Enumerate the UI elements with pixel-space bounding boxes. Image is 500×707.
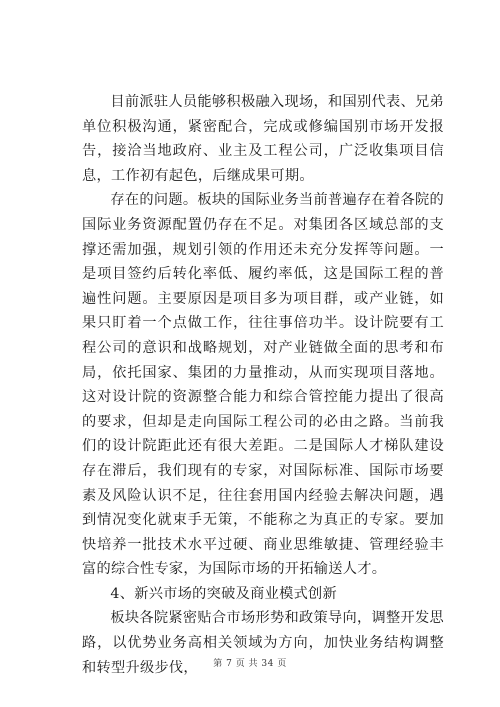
page-number-label: 第 7 页 共 34 页 [213, 659, 287, 669]
paragraph-existing-problems: 存在的问题。板块的国际业务当前普遍存在着各院的国际业务资源配置仍存在不足。对集团各区域总部的支撑还需加强，规划引领的作用还未充分发挥等问题。一是项目签约后转化率低、履约率低，这是国际工程的普遍性问题。主要原因是项目多为项目群，或产业链，如果只盯着一个点做工作，往往事倍功半。设计院要有工程公司的意识和战略规划，对产业链做全面的思考和布局，依托国家、集团的力量推动，从而实现项目落地。这对设计院的资源整合能力和综合管控能力提出了很高的要求，但却是走向国际工程公司的必由之路。当前我们的设计院距此还有很大差距。二是国际人才梯队建设存在滞后，我们现有的专家，对国际标准、国际市场要素及风险认识不足，往往套用国内经验去解决问题，遇到情况变化就束手无策，不能称之为真正的专家。要加快培养一批技术水平过硬、商业思维敏捷、管理经验丰富的综合性专家，为国际市场的开拓输送人才。 [82, 192, 444, 578]
document-body [82, 90, 444, 680]
paragraph-team-progress: 目前派驻人员能够积极融入现场，和国别代表、兄弟单位积极沟通，紧密配合，完成或修编国别市场开发报告，接洽当地政府、业主及工程公司，广泛收集项目信息，工作初有起色，后继成果可期。 [82, 94, 444, 184]
page-footer [0, 656, 500, 669]
paragraph-market-adjustment: 板块各院紧密贴合市场形势和政策导向，调整开发思路，以优势业务高相关领域为方向，加快业务结构调整和转型升级步伐， [82, 610, 444, 676]
section-heading: 4、新兴市场的突破及商业模式创新 [110, 585, 338, 602]
